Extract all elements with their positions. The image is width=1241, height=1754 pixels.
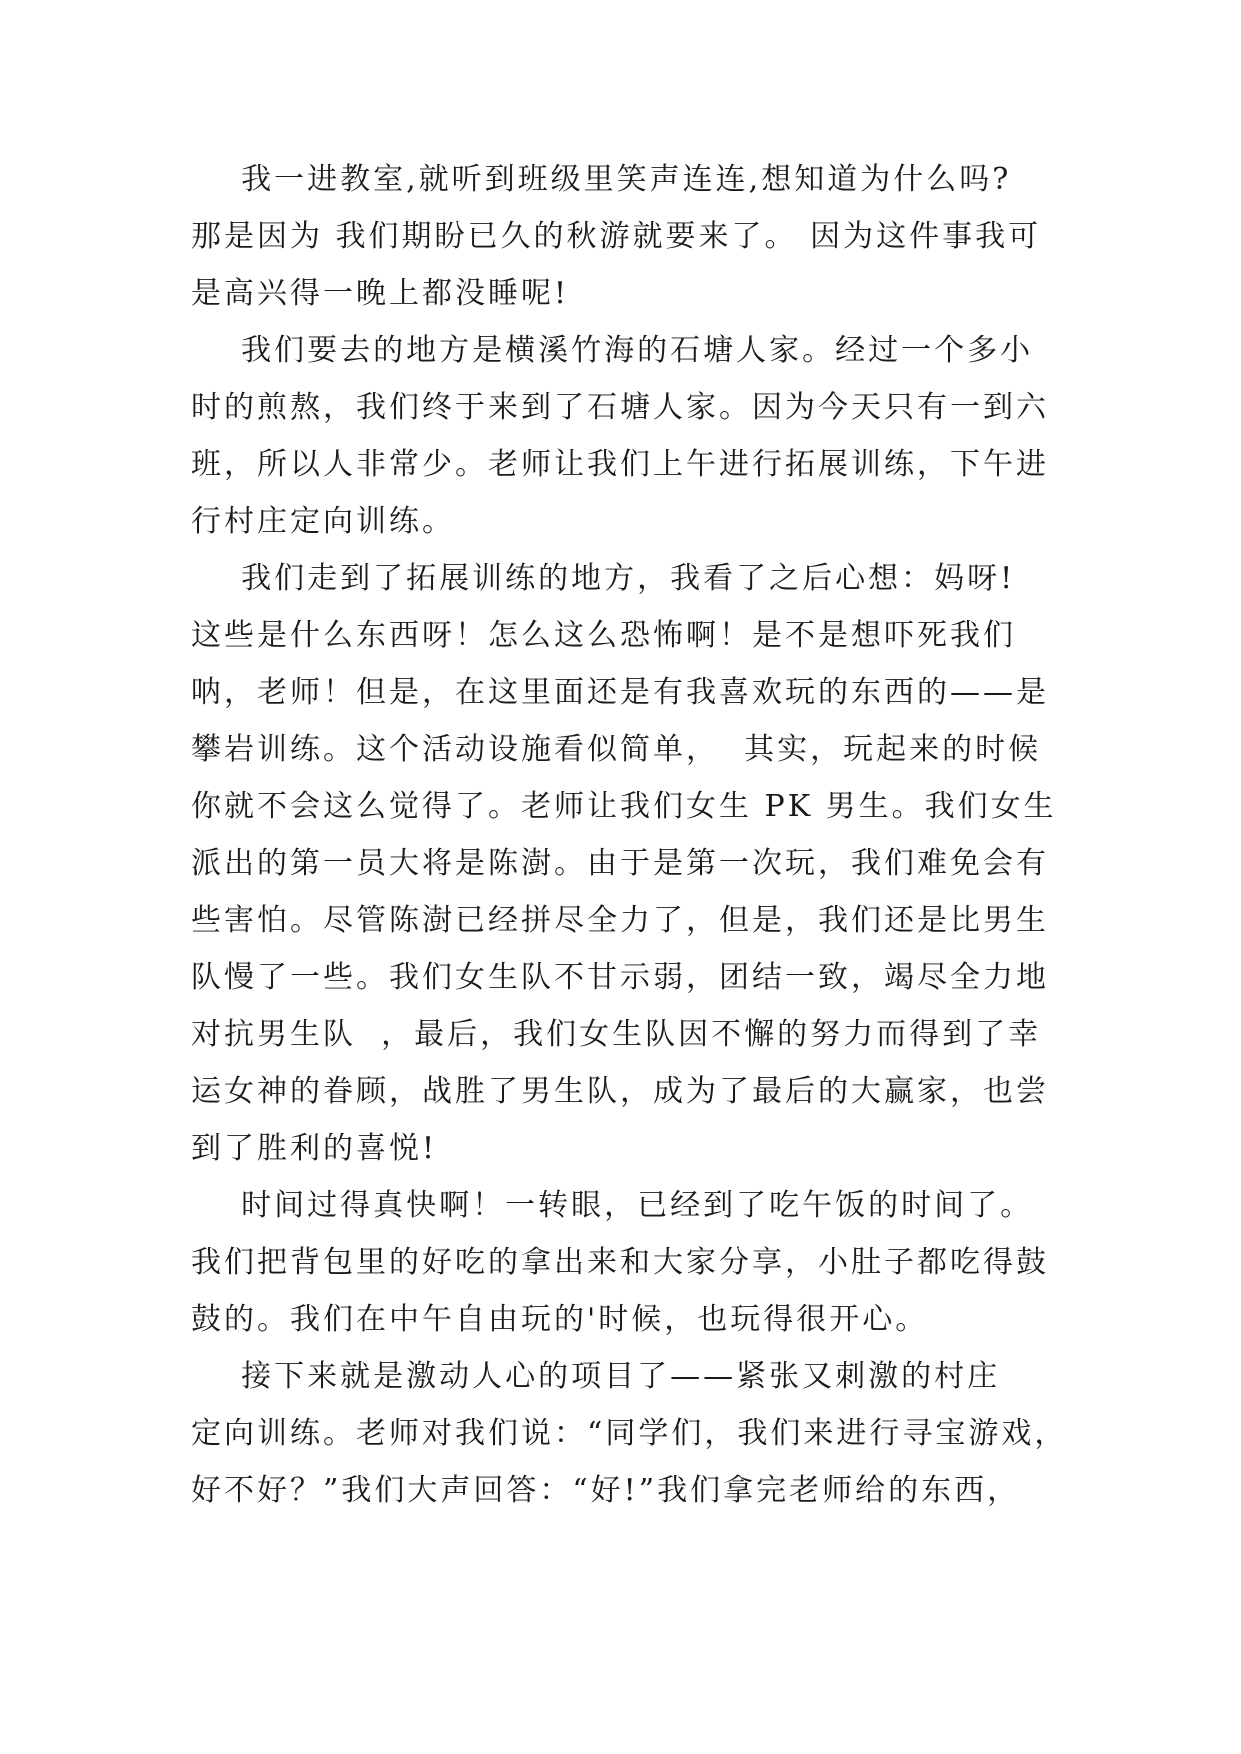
text-line: 到了胜利的喜悦!: [191, 1131, 438, 1166]
text-line: 派出的第一员大将是陈澍。由于是第一次玩，我们难免会有: [191, 846, 1049, 881]
text-line: 鼓的。我们在中午自由玩的'时候，也玩得很开心。: [191, 1302, 929, 1337]
text-line: 攀岩训练。这个活动设施看似简单， 其实，玩起来的时候: [191, 732, 1042, 767]
text-line: 队慢了一些。我们女生队不甘示弱，团结一致，竭尽全力地: [191, 960, 1049, 995]
text-line: 运女神的眷顾，战胜了男生队，成为了最后的大赢家，也尝: [191, 1074, 1049, 1109]
text-line: 行村庄定向训练。: [191, 504, 455, 539]
text-line: 我一进教室,就听到班级里笑声连连,想知道为什么吗?: [191, 162, 1012, 197]
text-line: 好不好？”我们大声回答：“好!”我们拿完老师给的东西，: [191, 1473, 1021, 1508]
document-body: [191, 160, 1068, 1528]
text-line: 些害怕。尽管陈澍已经拼尽全力了，但是，我们还是比男生: [191, 903, 1049, 938]
text-line: 这些是什么东西呀！怎么这么恐怖啊！是不是想吓死我们: [191, 618, 1016, 653]
text-line: 接下来就是激动人心的项目了——紧张又刺激的村庄: [191, 1359, 1001, 1394]
text-line: 那是因为 我们期盼已久的秋游就要来了。 因为这件事我可: [191, 219, 1042, 254]
text-line: 我们把背包里的好吃的拿出来和大家分享，小肚子都吃得鼓: [191, 1245, 1049, 1280]
text-line: 对抗男生队 ，最后，我们女生队因不懈的努力而得到了幸: [191, 1017, 1042, 1052]
text-line: 是高兴得一晚上都没睡呢!: [191, 276, 570, 311]
text-line: 你就不会这么觉得了。老师让我们女生 PK 男生。我们女生: [191, 789, 1057, 824]
text-line: 班，所以人非常少。老师让我们上午进行拓展训练，下午进: [191, 447, 1049, 482]
text-line: 呐，老师！但是，在这里面还是有我喜欢玩的东西的——是: [191, 675, 1049, 710]
text-line: 定向训练。老师对我们说：“同学们，我们来进行寻宝游戏，: [191, 1416, 1068, 1451]
text-line: 时间过得真快啊！一转眼，已经到了吃午饭的时间了。: [191, 1188, 1034, 1223]
text-line: 我们走到了拓展训练的地方，我看了之后心想：妈呀!: [191, 561, 1016, 596]
text-line: 我们要去的地方是横溪竹海的石塘人家。经过一个多小: [191, 333, 1034, 368]
text-line: 时的煎熬，我们终于来到了石塘人家。因为今天只有一到六: [191, 390, 1049, 425]
